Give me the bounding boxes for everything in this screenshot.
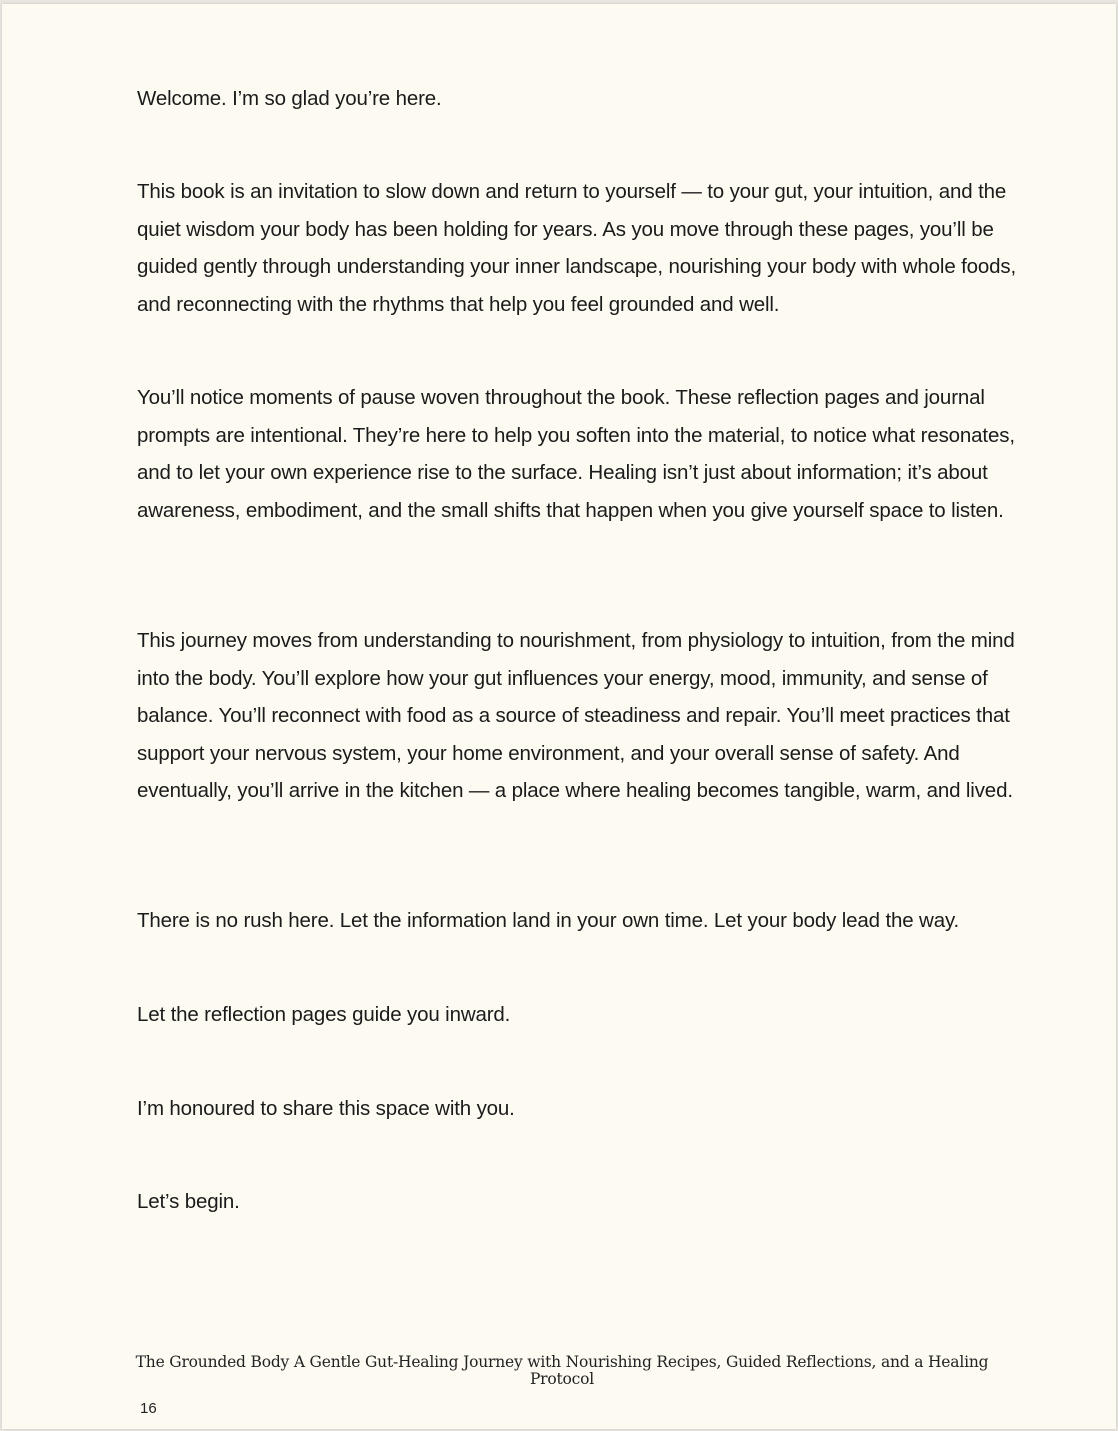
paragraph-no-rush: There is no rush here. Let the information land in your own time. Let your body lead the way. — [137, 909, 960, 932]
paragraph-journey: This journey moves from understanding to nourishment, from physiology to intuition, from the mind into the body. You’ll explore how your gut influences your energy, mood, immunity, and sense of balance. You’ll reconnect with food as a source of steadiness and repair. You’ll meet practices that support your nervous system, your home environment, and your overall sense of safety. And eventually, you’ll arrive in the kitchen — a place where healing becomes tangible, warm, and lived. — [137, 629, 1015, 802]
paragraph-honoured: I’m honoured to share this space with you. — [137, 1097, 515, 1120]
document-page — [2, 4, 1116, 1429]
paragraph-reflection: You’ll notice moments of pause woven throughout the book. These reflection pages and journal prompts are intentional. They’re here to help you soften into the material, to notice what resonates, and to let your own experience rise to the surface. Healing isn’t just about information; it’s about awareness, embodiment, and the small shifts that happen when you give yourself space to listen. — [137, 386, 1015, 522]
page-number: 16 — [140, 1400, 157, 1417]
footer-book-title: The Grounded Body A Gentle Gut-Healing Journey with Nourishing Recipes, Guided Reflections, and a Healing Protocol — [135, 1353, 989, 1388]
paragraph-welcome: Welcome. I’m so glad you’re here. — [137, 87, 442, 110]
paragraph-guide-inward: Let the reflection pages guide you inward. — [137, 1003, 511, 1026]
paragraph-begin: Let’s begin. — [137, 1190, 240, 1213]
paragraph-invitation: This book is an invitation to slow down and return to yourself — to your gut, your intuition, and the quiet wisdom your body has been holding for years. As you move through these pages, you’ll be guided gently through understanding your inner landscape, nourishing your body with whole foods, and reconnecting with the rhythms that help you feel grounded and well. — [137, 180, 1017, 316]
